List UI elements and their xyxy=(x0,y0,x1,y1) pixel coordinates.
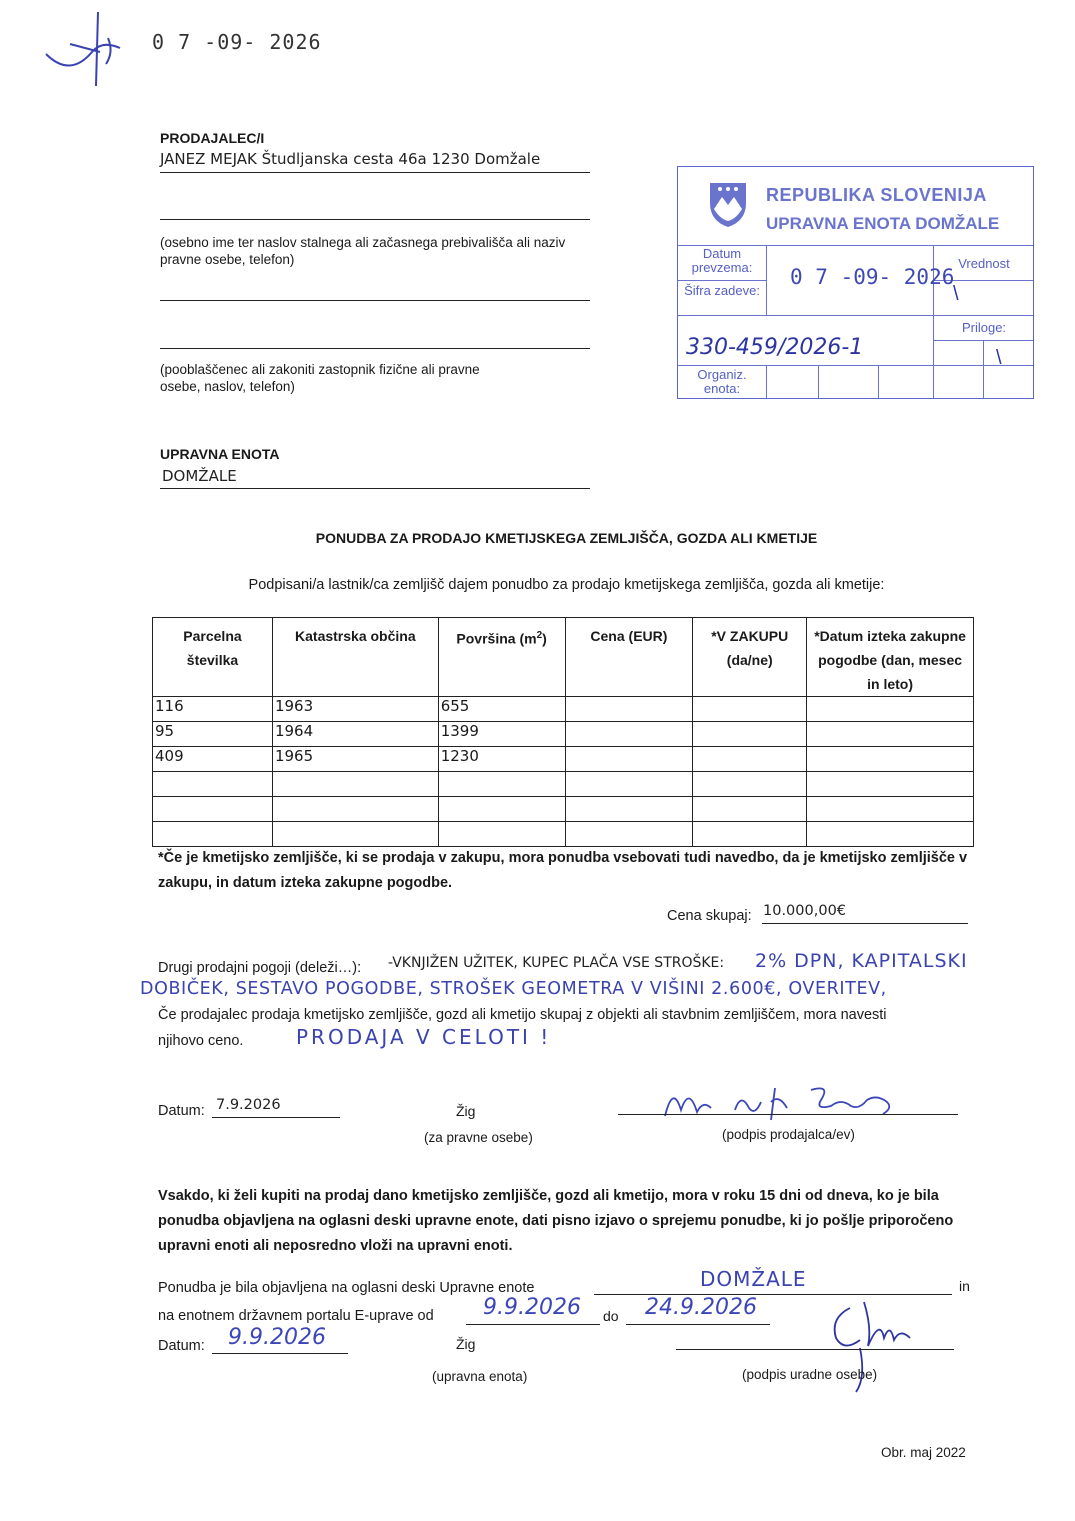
cell-price[interactable] xyxy=(565,797,693,822)
coat-of-arms-icon xyxy=(706,179,750,229)
pub-sign-note: (podpis uradne osebe) xyxy=(742,1367,878,1382)
seller-zig-label: Žig xyxy=(456,1103,476,1119)
stamp-vrednost-label: Vrednost xyxy=(958,256,1010,271)
col-area: Površina $(m^2)$ xyxy=(438,618,565,697)
stamp-priloge-label: Priloge: xyxy=(961,320,1007,335)
lease-note: *Če je kmetijsko zemljišče, ki se prodaja v zakupu, mora ponudba vsebovati tudi navedbo, da je kmetijsko zemljišče v zakupu, in datum izteka zakupne pogodbe. xyxy=(158,850,968,891)
cell-price[interactable] xyxy=(565,697,693,722)
proxy-line-1 xyxy=(160,300,590,301)
cell-area[interactable] xyxy=(438,822,565,847)
office-heading: UPRAVNA ENOTA xyxy=(160,446,280,462)
table-row xyxy=(153,822,974,847)
cell-lease[interactable] xyxy=(693,697,807,722)
conditions-typed[interactable]: -VKNJIŽEN UŽITEK, KUPEC PLAČA VSE STROŠKE: xyxy=(388,955,725,971)
top-date-stamp: 0 7 -09- 2026 xyxy=(152,30,322,54)
cell-expiry[interactable] xyxy=(807,772,974,797)
parcel-table xyxy=(152,617,974,847)
pub-from-value: 9.9.2026 xyxy=(483,1295,581,1320)
cell-parcel[interactable] xyxy=(153,772,273,797)
stamp-priloge-value: \ xyxy=(996,347,1002,369)
pub-datum-label: Datum: xyxy=(158,1338,205,1354)
pub-zig-label: Žig xyxy=(456,1336,476,1352)
cell-expiry[interactable] xyxy=(807,697,974,722)
cell-price[interactable] xyxy=(565,722,693,747)
stamp-sifra-value: 330-459/2026-1 xyxy=(686,335,864,360)
seller-signature xyxy=(655,1080,915,1124)
stamp-sifra-label: Šifra zadeve: xyxy=(684,283,760,298)
pub-from-line xyxy=(466,1324,600,1325)
cell-ko[interactable] xyxy=(272,772,438,797)
seller-datum-label: Datum: xyxy=(158,1103,205,1119)
pub-zig-note: (upravna enota) xyxy=(432,1369,528,1384)
cell-lease[interactable] xyxy=(693,747,807,772)
pub-datum-value: 9.9.2026 xyxy=(228,1325,326,1350)
seller-line-2 xyxy=(160,219,590,220)
seller-sign-note: (podpis prodajalca/ev) xyxy=(722,1127,855,1142)
col-lease: *V ZAKUPU (da/ne) xyxy=(693,618,807,697)
form-footer: Obr. maj 2022 xyxy=(881,1445,966,1460)
form-intro: Podpisani/a lastnik/ca zemljišč dajem ponudbo za prodajo kmetijskega zemljišča, gozda ali kmetije: xyxy=(248,577,885,593)
cell-price[interactable] xyxy=(565,772,693,797)
pub-to-line xyxy=(626,1324,770,1325)
table-row xyxy=(153,747,974,772)
pub-datum-line xyxy=(212,1353,348,1354)
office-value[interactable]: DOMŽALE xyxy=(162,467,237,485)
cell-area[interactable]: 655 xyxy=(438,697,565,722)
pub-line1-value: DOMŽALE xyxy=(700,1267,807,1291)
col-ko: Katastrska občina xyxy=(272,618,438,697)
seller-note: (osebno ime ter naslov stalnega ali začasnega prebivališča ali naziv pravne osebe, telefon) xyxy=(160,235,566,267)
proxy-note: (pooblaščenec ali zakoniti zastopnik fizične ali pravne osebe, naslov, telefon) xyxy=(160,362,480,394)
cell-parcel[interactable]: 95 xyxy=(153,722,273,747)
cell-price[interactable] xyxy=(565,822,693,847)
pub-line2-label: na enotnem državnem portalu E-uprave od xyxy=(158,1308,434,1324)
notice-text: Vsakdo, ki želi kupiti na prodaj dano kmetijsko zemljišče, gozd ali kmetijo, mora v roku 15 dni od dneva, ko je bila ponudba objavljena na oglasni deski upravne enote, dati pisno izjavo o sprejemu ponudbe, ki jo pošlje priporočeno upravni enoti ali neposredno vloži na upravni enoti. xyxy=(158,1188,954,1254)
pub-to-value: 24.9.2026 xyxy=(645,1295,757,1320)
cell-lease[interactable] xyxy=(693,822,807,847)
cell-ko[interactable]: 1964 xyxy=(272,722,438,747)
stamp-vrednost-value: \ xyxy=(953,283,959,305)
seller-heading: PRODAJALEC/I xyxy=(160,130,265,146)
objects-text-1: Če prodajalec prodaja kmetijsko zemljišče, gozd ali kmetijo skupaj z objekti ali stavbnim zemljiščem, mora navesti xyxy=(158,1007,887,1023)
cell-expiry[interactable] xyxy=(807,747,974,772)
cell-parcel[interactable]: 409 xyxy=(153,747,273,772)
cell-ko[interactable] xyxy=(272,797,438,822)
stamp-datum-label: Datum prevzema: xyxy=(691,246,753,275)
table-row xyxy=(153,697,974,722)
cell-lease[interactable] xyxy=(693,772,807,797)
cell-area[interactable] xyxy=(438,772,565,797)
cell-area[interactable] xyxy=(438,797,565,822)
conditions-hand-2: DOBIČEK, SESTAVO POGODBE, STROŠEK GEOMETRA V VIŠINI 2.600€, OVERITEV, xyxy=(140,979,887,999)
pub-do-label: do xyxy=(603,1308,619,1324)
pub-sign-line xyxy=(676,1349,954,1350)
seller-line-1 xyxy=(160,172,590,173)
price-total-line xyxy=(762,923,968,924)
col-price: Cena (EUR) xyxy=(565,618,693,697)
pub-line1-label: Ponudba je bila objavljena na oglasni deski Upravne enote xyxy=(158,1280,535,1296)
cell-expiry[interactable] xyxy=(807,822,974,847)
cell-expiry[interactable] xyxy=(807,797,974,822)
form-title: PONUDBA ZA PRODAJO KMETIJSKEGA ZEMLJIŠČA, GOZDA ALI KMETIJE xyxy=(315,530,818,546)
seller-zig-note: (za pravne osebe) xyxy=(424,1130,533,1145)
cell-parcel[interactable]: 116 xyxy=(153,697,273,722)
table-row xyxy=(153,772,974,797)
cell-price[interactable] xyxy=(565,747,693,772)
price-total-value[interactable]: 10.000,00€ xyxy=(763,903,847,919)
cell-lease[interactable] xyxy=(693,797,807,822)
conditions-hand-1: 2% DPN, KAPITALSKI xyxy=(755,950,968,972)
col-expiry: *Datum izteka zakupne pogodbe (dan, mesec in leto) xyxy=(807,618,974,697)
objects-text-2: njihovo ceno. xyxy=(158,1033,244,1049)
stamp-datum-value: 0 7 -09- 2026 xyxy=(790,265,955,289)
seller-sign-line xyxy=(618,1114,958,1115)
stamp-line2: UPRAVNA ENOTA DOMŽALE xyxy=(766,214,1000,233)
table-row xyxy=(153,797,974,822)
cell-area[interactable]: 1230 xyxy=(438,747,565,772)
price-total-label: Cena skupaj: xyxy=(667,908,752,924)
seller-value[interactable]: JANEZ MEJAK Študljanska cesta 46a 1230 Domžale xyxy=(160,150,541,168)
objects-hand: PRODAJA V CELOTI ! xyxy=(296,1025,552,1049)
stamp-line1: REPUBLIKA SLOVENIJA xyxy=(766,185,987,205)
cell-ko[interactable]: 1963 xyxy=(272,697,438,722)
cell-ko[interactable]: 1965 xyxy=(272,747,438,772)
seller-datum-line xyxy=(212,1117,340,1118)
stamp-organiz-label: Organiz. enota: xyxy=(697,367,747,396)
cell-lease[interactable] xyxy=(693,722,807,747)
proxy-line-2 xyxy=(160,348,590,349)
cell-area[interactable]: 1399 xyxy=(438,722,565,747)
receipt-stamp xyxy=(677,166,1034,399)
col-parcel: Parcelna številka xyxy=(153,618,273,697)
office-line xyxy=(160,488,590,489)
cell-expiry[interactable] xyxy=(807,722,974,747)
pub-in-label: in xyxy=(959,1278,970,1294)
initials-signature xyxy=(40,8,130,88)
cell-parcel[interactable] xyxy=(153,822,273,847)
cell-parcel[interactable] xyxy=(153,797,273,822)
conditions-label: Drugi prodajni pogoji (deleži…): xyxy=(158,960,362,976)
seller-datum-value[interactable]: 7.9.2026 xyxy=(216,1097,281,1113)
cell-ko[interactable] xyxy=(272,822,438,847)
table-row xyxy=(153,722,974,747)
